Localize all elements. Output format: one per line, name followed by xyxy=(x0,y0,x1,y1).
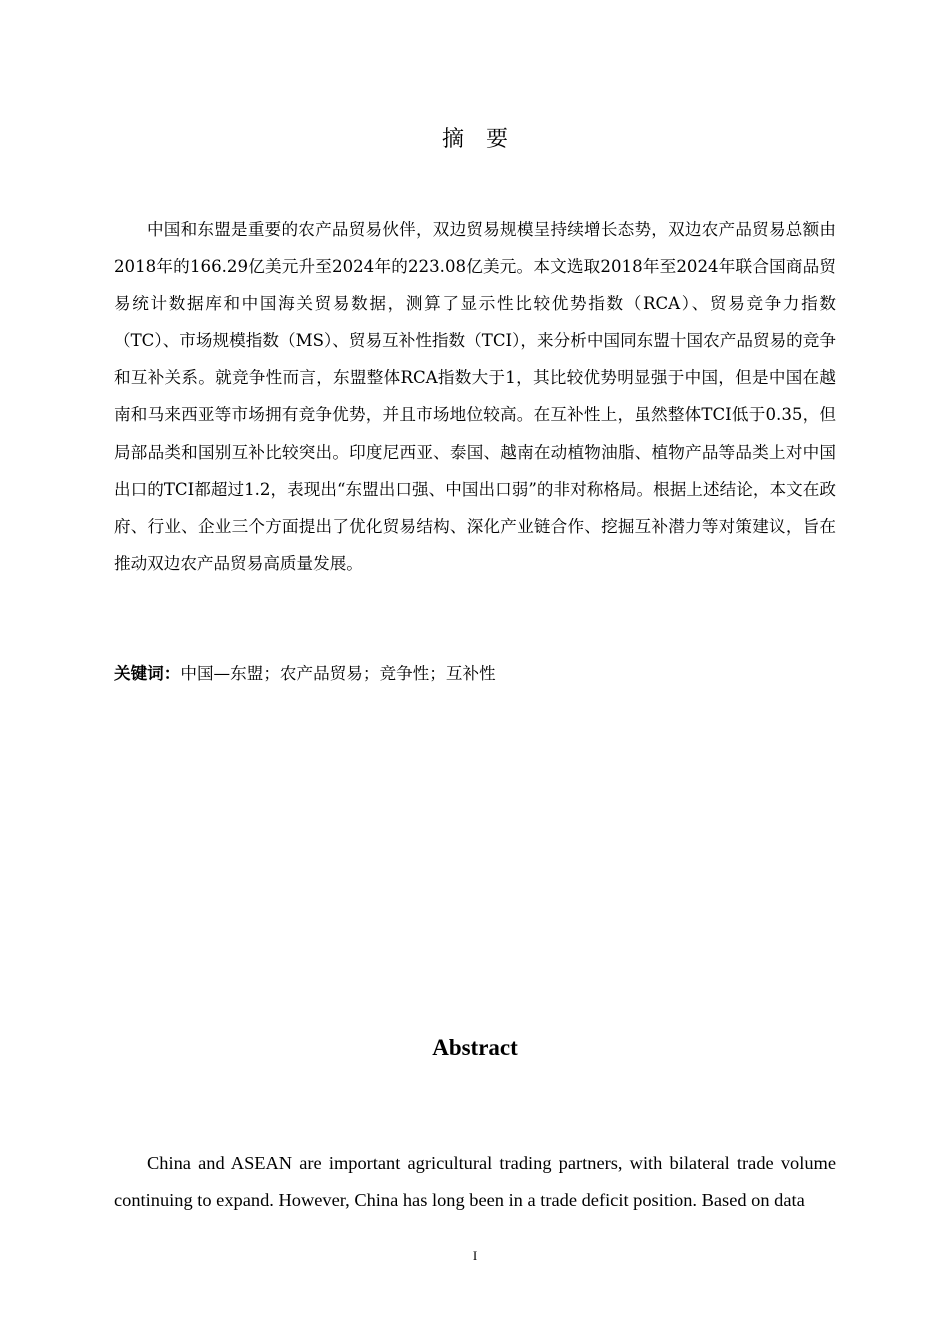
keywords-label: 关键词： xyxy=(114,664,181,683)
chinese-abstract-title: 摘要 xyxy=(441,127,530,152)
keywords-list: 中国—东盟；农产品贸易；竞争性；互补性 xyxy=(180,664,496,683)
chinese-abstract-body: 中国和东盟是重要的农产品贸易伙伴，双边贸易规模呈持续增长态势，双边农产品贸易总额由2018年的166.29亿美元升至2024年的223.08亿美元。本文选取2018年至2024年联合国商品贸易统计数据库和中国海关贸易数据，测算了显示性比较优势指数（RCA）、贸易竞争力指数（TC）、市场规模指数（MS）、贸易互补性指数（TCI），来分析中国同东盟十国农产品贸易的竞争和互补关系。就竞争性而言，东盟整体RCA指数大于1，其比较优势明显强于中国，但是中国在越南和马来西亚等市场拥有竞争优势，并且市场地位较高。在互补性上，虽然整体TCI低于0.35，但局部品类和国别互补比较突出。印度尼西亚、泰国、越南在动植物油脂、植物产品等品类上对中国出口的TCI都超过1.2，表现出“东盟出口强、中国出口弱”的非对称格局。根据上述结论，本文在政府、行业、企业三个方面提出了优化贸易结构、深化产业链合作、挖掘互补潜力等对策建议，旨在推动双边农产品贸易高质量发展。 xyxy=(114,220,836,573)
english-abstract-title: Abstract xyxy=(432,1035,518,1060)
chinese-keywords xyxy=(114,660,836,688)
page-number: I xyxy=(472,1248,478,1263)
english-abstract-body: China and ASEAN are important agricultural trading partners, with bilateral trade volume continuing to expand. However, China has long been in a trade deficit position. Based on data xyxy=(114,1153,836,1210)
